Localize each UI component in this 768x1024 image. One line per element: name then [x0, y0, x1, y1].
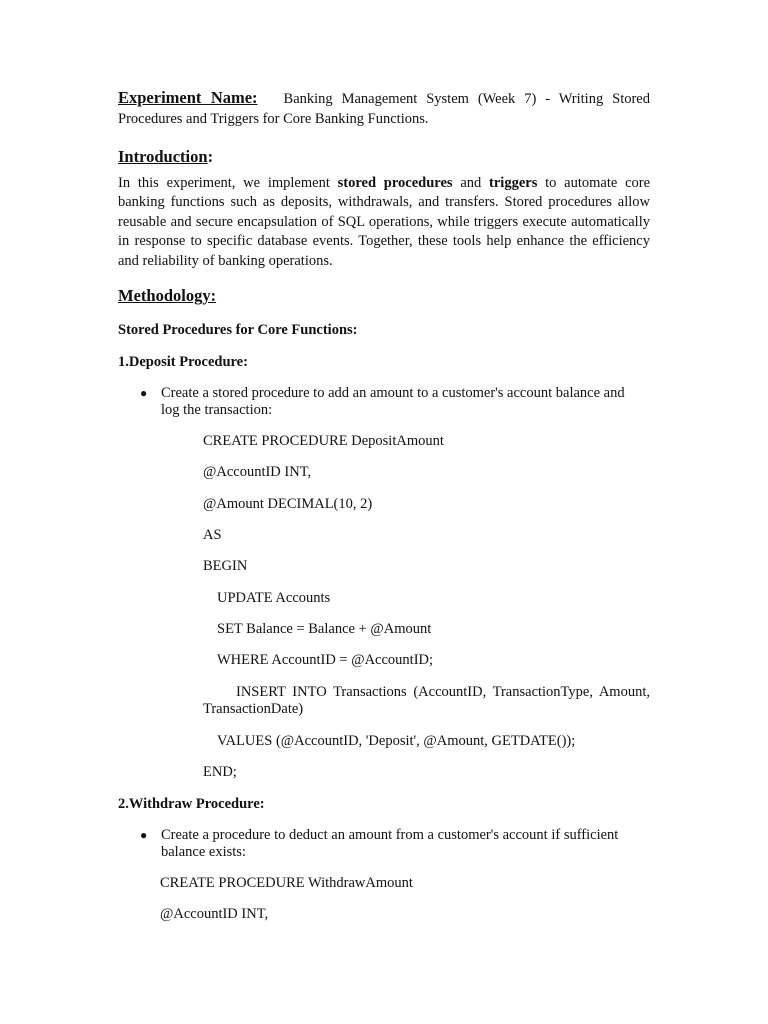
stored-procedures-subheading: Stored Procedures for Core Functions: — [118, 322, 358, 338]
intro-text-b: and — [452, 175, 490, 191]
deposit-bullet — [140, 385, 640, 419]
code-line: @AccountID INT, — [160, 906, 269, 922]
introduction-heading-text: Introduction — [118, 147, 208, 166]
experiment-title — [118, 88, 650, 129]
methodology-heading-text: Methodology: — [118, 286, 217, 305]
intro-bold-stored-procedures: stored procedures — [337, 175, 453, 191]
code-line: INSERT INTO Transactions (AccountID, TransactionType, Amount, — [236, 684, 650, 700]
code-line: WHERE AccountID = @AccountID; — [217, 652, 434, 668]
code-line: TransactionDate) — [203, 701, 304, 717]
bullet-dot-icon: ● — [140, 828, 148, 842]
withdraw-bullet — [140, 827, 640, 861]
intro-text-a: In this experiment, we implement — [118, 175, 338, 191]
code-line: CREATE PROCEDURE WithdrawAmount — [160, 875, 413, 891]
code-line: CREATE PROCEDURE DepositAmount — [203, 433, 444, 449]
introduction-heading-colon: : — [207, 147, 214, 166]
withdraw-bullet-text: Create a procedure to deduct an amount from a customer's account if sufficient balance exists: — [161, 827, 619, 860]
experiment-title-text-1: Banking Management System (Week 7) - Writing Stored — [283, 91, 650, 107]
code-line: END; — [203, 764, 237, 780]
code-line: SET Balance = Balance + @Amount — [217, 621, 432, 637]
introduction-heading — [118, 146, 213, 168]
bullet-dot-icon: ● — [140, 386, 148, 400]
experiment-title-line-1 — [118, 88, 650, 109]
introduction-paragraph — [118, 174, 650, 271]
experiment-name-label: Experiment Name: — [118, 88, 258, 107]
experiment-title-line-2: Procedures and Triggers for Core Banking Functions. — [118, 111, 429, 127]
withdraw-procedure-heading: 2.Withdraw Procedure: — [118, 796, 265, 812]
code-line: VALUES (@AccountID, 'Deposit', @Amount, GETDATE()); — [217, 733, 576, 749]
intro-text-c: to automate core banking functions such as deposits, withdrawals, and transfers. Stored procedures allow reusable and secure encapsulation of SQL operations, while triggers execute automatically in response to specific database events. Together, these tools help enhance the efficiency and reliability of banking operations. — [118, 175, 651, 269]
code-line: @AccountID INT, — [203, 464, 312, 480]
code-line: @Amount DECIMAL(10, 2) — [203, 496, 373, 512]
intro-bold-triggers: triggers — [489, 175, 538, 191]
code-line: AS — [203, 527, 222, 543]
code-line: BEGIN — [203, 558, 248, 574]
code-line: UPDATE Accounts — [217, 590, 331, 606]
methodology-heading — [118, 285, 216, 307]
deposit-bullet-text: Create a stored procedure to add an amount to a customer's account balance and log the transaction: — [161, 385, 625, 418]
code-line-wrapped — [203, 684, 650, 718]
deposit-procedure-heading: 1.Deposit Procedure: — [118, 354, 248, 370]
